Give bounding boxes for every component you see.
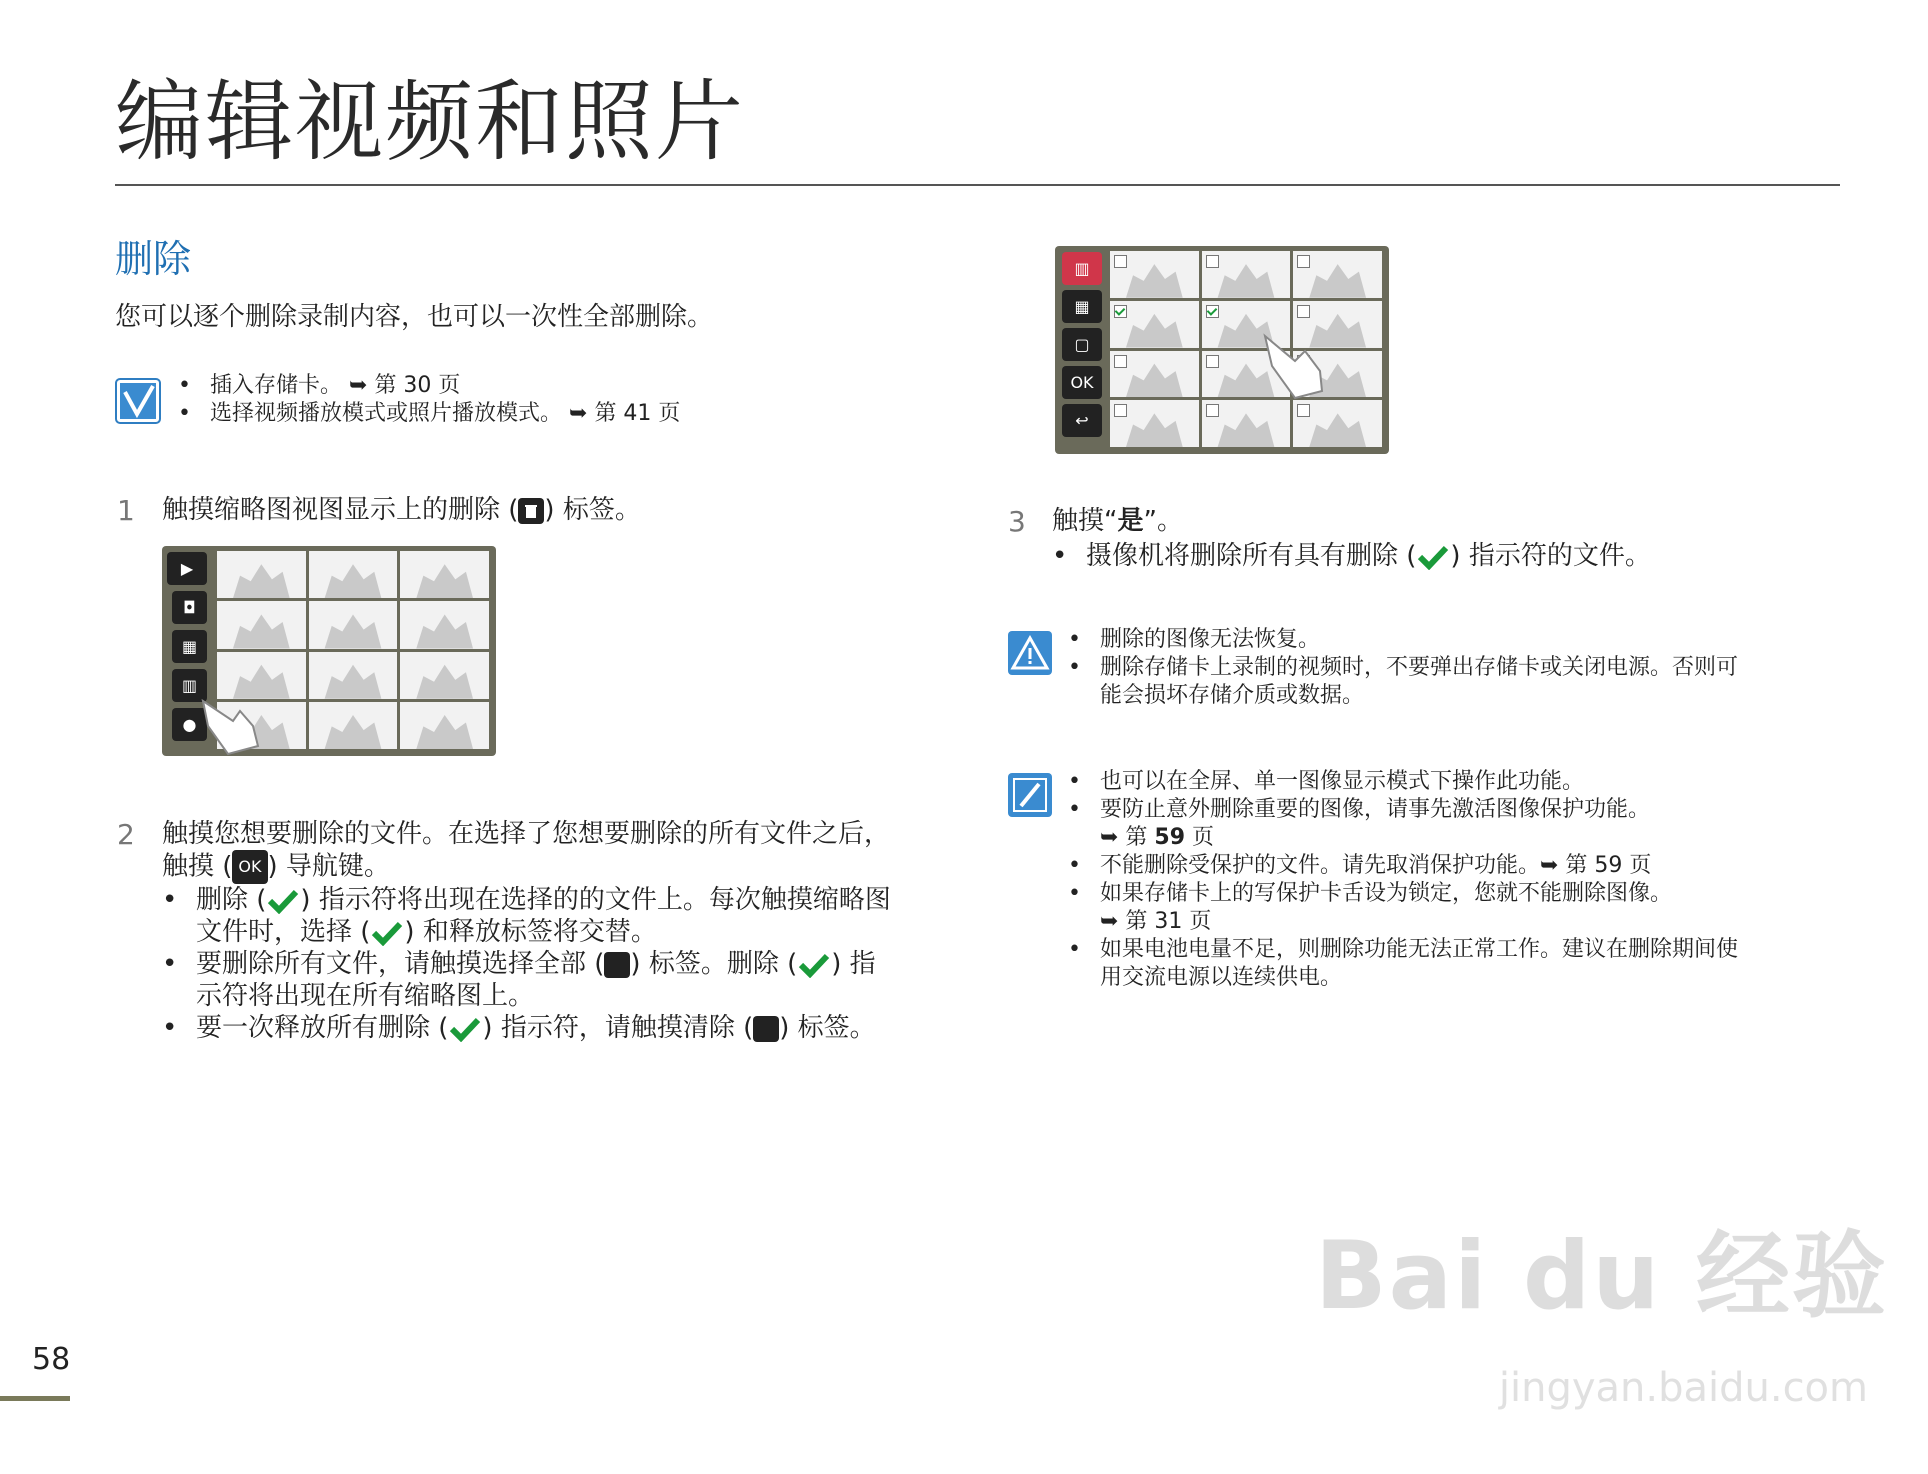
step-number: 1: [117, 494, 135, 527]
list-item: • 要防止意外删除重要的图像，请事先激活图像保护功能。: [1068, 797, 1651, 822]
clear-all-icon: [753, 1016, 779, 1042]
thumbnail-screen-2: [1055, 246, 1389, 454]
check-icon: [266, 888, 300, 914]
step-number: 3: [1008, 505, 1026, 538]
list-item-cont: 能会损坏存储介质或数据。: [1100, 683, 1365, 708]
list-item-cont: 用交流电源以连续供电。: [1100, 965, 1343, 990]
prereq-list: [178, 372, 680, 428]
list-item: • 删除的图像无法恢复。: [1068, 627, 1321, 652]
thumbnail-screen-1: [162, 546, 496, 756]
check-icon: [448, 1016, 482, 1042]
step-2-bullets: [162, 884, 891, 1044]
check-icon: [1416, 544, 1450, 570]
pencil-note-icon: [1007, 772, 1053, 822]
watermark-logo: Bai du 经验: [1315, 1222, 1888, 1331]
list-item: • 要删除所有文件，请触摸选择全部 ( ) 标签。删除 ( ) 指: [162, 949, 876, 979]
select-all-icon: [604, 952, 630, 978]
title-divider: [115, 184, 1840, 186]
camcorder-icon: ●: [172, 708, 207, 741]
page-number-bar: [0, 1396, 70, 1401]
hand-pointer-icon: [198, 686, 268, 756]
watermark-url: jingyan.baidu.com: [1498, 1365, 1868, 1411]
section-heading: 删除: [115, 237, 192, 281]
page-title: 编辑视频和照片: [115, 70, 746, 173]
back-icon: ↩: [1062, 404, 1102, 437]
clear-all-icon: ▢: [1062, 328, 1102, 361]
ok-key-icon: OK: [232, 850, 267, 884]
step-2-text: 触摸您想要删除的文件。在选择了您想要删除的所有文件之后， 触摸 ( OK ) 导航键。: [162, 818, 890, 884]
step-1-text: 触摸缩略图视图显示上的删除 ( ) 标签。: [162, 495, 641, 525]
warning-list: [1068, 626, 1738, 710]
ok-button: OK: [1062, 366, 1102, 399]
list-item: • 如果存储卡上的写保护卡舌设为锁定，您就不能删除图像。: [1068, 881, 1673, 906]
tip-list: [1068, 768, 1738, 992]
list-item: • 摄像机将删除所有具有删除 ( ) 指示符的文件。: [1052, 541, 1651, 571]
list-item: • 删除 ( ) 指示符将出现在选择的的文件上。每次触摸缩略图: [162, 885, 891, 915]
list-item: • 也可以在全屏、单一图像显示模式下操作此功能。: [1068, 769, 1585, 794]
step-number: 2: [117, 818, 135, 851]
list-item: • 要一次释放所有删除 ( ) 指示符，请触摸清除 ( ) 标签。: [162, 1013, 876, 1043]
check-icon: [370, 920, 404, 946]
warning-icon: [1007, 630, 1053, 680]
list-item: • 插入存储卡。 ➥ 第 30 页: [178, 373, 461, 398]
list-item-cont: 文件时，选择 ( ) 和释放标签将交替。: [196, 917, 657, 947]
list-item: • 选择视频播放模式或照片播放模式。 ➥ 第 41 页: [178, 401, 681, 426]
list-item: • 不能删除受保护的文件。请先取消保护功能。➥ 第 59 页: [1068, 853, 1652, 878]
list-item-cont: 示符将出现在所有缩略图上。: [196, 981, 535, 1011]
page-number: 58: [32, 1342, 71, 1377]
trash-icon: [518, 498, 544, 524]
trash-icon: ▥: [172, 669, 207, 702]
checklist-icon: [115, 378, 161, 428]
list-item: • 删除存储卡上录制的视频时，不要弹出存储卡或关闭电源。否则可: [1068, 655, 1739, 680]
list-item: • 如果电池电量不足，则删除功能无法正常工作。建议在删除期间使: [1068, 937, 1739, 962]
page-ref: ➥ 第 31 页: [1100, 909, 1212, 934]
intro-text: 您可以逐个删除录制内容，也可以一次性全部删除。: [115, 302, 714, 332]
check-icon: [797, 952, 831, 978]
hand-pointer-icon: [1260, 326, 1340, 406]
trash-icon: ▥: [1062, 252, 1102, 285]
grid-view-icon: ▦: [172, 630, 207, 663]
video-mode-icon: ▶: [167, 552, 207, 585]
select-all-icon: ▦: [1062, 290, 1102, 323]
step-3-text: 触摸“是”。: [1052, 506, 1183, 536]
photo-mode-icon: ◘: [172, 591, 207, 624]
page-ref: ➥ 第 59 页: [1100, 825, 1215, 850]
